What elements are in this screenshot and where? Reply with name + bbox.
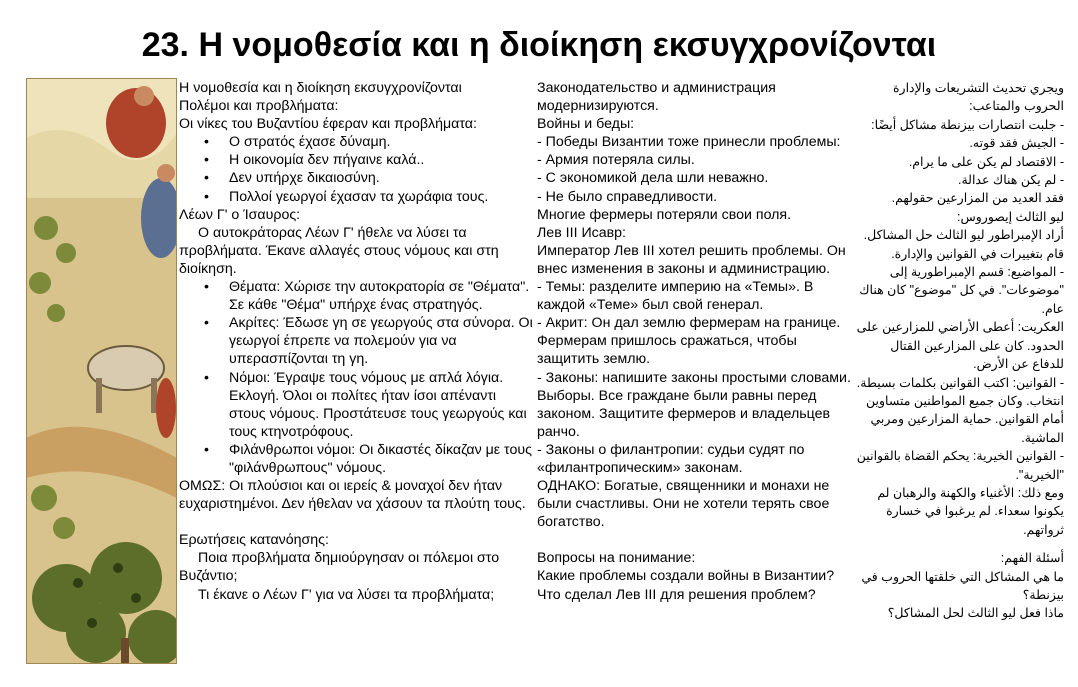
- greek-reform-item: • Ακρίτες: Έδωσε γη σε γεωργούς στα σύνορα. Οι γεωργοί έπρεπε να πολεμούν για να υπερασπίζονται τη γη.: [204, 315, 533, 368]
- arabic-question: ما هي المشاكل التي خلقتها الحروب في بيزنطة؟: [861, 569, 1064, 602]
- greek-problem-item: • Η οικονομία δεν πήγαινε καλά..: [204, 152, 425, 169]
- greek-problem-item: • Πολλοί γεωργοί έχασαν τα χωράφια τους.: [204, 188, 489, 205]
- greek-leo-text: Ο αυτοκράτορας Λέων Γ' ήθελε να λύσει τα προβλήματα. Έκανε αλλαγές στους νόμους και στη διοίκηση.: [179, 224, 499, 277]
- arabic-line: ويجري تحديث التشريعات والإدارة: [893, 81, 1064, 95]
- russian-line: - С экономикой дела шли неважно.: [537, 170, 769, 187]
- russian-line: ОДНАКО: Богатые, священники и монахи не были счастливы. Они не хотели терять свое богатство.: [537, 478, 830, 531]
- page-title: 23. Η νομοθεσία και η διοίκηση εκσυγχρονίζονται: [141, 26, 937, 64]
- russian-line: - Не было справедливости.: [537, 188, 718, 205]
- russian-line: - Законы о филантропии: судьи судят по «филантропическим» законам.: [537, 441, 805, 476]
- arabic-line: ليو الثالث إيصوروس:: [957, 209, 1064, 224]
- russian-question: Какие проблемы создали войны в Византии?: [537, 568, 835, 585]
- arabic-line: العكريت: أعطى الأراضي للمزارعين على الحدود. كان على المزارعين القتال للدفاع عن الأرض.: [856, 320, 1064, 372]
- arabic-line: - جلبت انتصارات بيزنطة مشاكل أيضًا:: [871, 117, 1064, 132]
- russian-line: - Законы: напишите законы простыми словами. Выборы. Все граждане были равны перед законом. Защитите фермеров и владельцев ранчо.: [537, 369, 851, 440]
- greek-reform-item: • Θέματα: Χώρισε την αυτοκρατορία σε "Θέματα". Σε κάθε "Θέμα" υπήρχε ένας στρατηγός.: [204, 279, 530, 314]
- russian-line: - Армия потеряла силы.: [537, 152, 695, 169]
- byzantine-fresco-image: [26, 78, 177, 664]
- greek-question: Ποια προβλήματα δημιούργησαν οι πόλεμοι στο Βυζάντιο;: [179, 550, 500, 585]
- greek-problem-item: • Δεν υπήρχε δικαιοσύνη.: [204, 170, 380, 187]
- arabic-line: - المواضيع: قسم الإمبراطورية إلى "موضوعات". في كل "موضوع" كان هناك عام.: [859, 265, 1064, 316]
- arabic-column: [856, 79, 1064, 623]
- arabic-line: - القوانين الخيرية: يحكم القضاة بالقوانين "الخيرية".: [856, 449, 1064, 482]
- greek-line: Πολέμοι και προβλήματα:: [179, 98, 339, 115]
- russian-line: Лев III Исавр:: [537, 224, 626, 241]
- arabic-questions-heading: أسئلة الفهم:: [1000, 551, 1064, 566]
- greek-line: Η νομοθεσία και η διοίκηση εκσυγχρονίζονται: [179, 80, 462, 96]
- arabic-line: قام بتغييرات في القوانين والإدارة.: [891, 246, 1064, 261]
- russian-line: - Победы Византии тоже принесли проблемы:: [537, 134, 841, 151]
- greek-column: [179, 79, 534, 604]
- arabic-line: ومع ذلك: الأغنياء والكهنة والرهبان لم يكونوا سعداء. لم يرغبوا في خسارة ثرواتهم.: [877, 485, 1064, 537]
- russian-column: [537, 79, 853, 604]
- russian-line: - Акрит: Он дал землю фермерам на границе. Фермерам пришлось сражаться, чтобы защитить землю.: [537, 315, 841, 368]
- russian-line: Император Лев III хотел решить проблемы. Он внес изменения в законы и администрацию.: [537, 242, 846, 277]
- greek-reform-item: • Φιλάνθρωποι νόμοι: Οι δικαστές δίκαζαν με τους "φιλάνθρωπους" νόμους.: [204, 441, 532, 476]
- greek-questions-heading: Ερωτήσεις κατανόησης:: [179, 532, 329, 549]
- arabic-line: - القوانين: اكتب القوانين بكلمات بسيطة. انتخاب. وكان جميع المواطنين متساوين أمام القوانين. حماية المزارعين ومربي الماشية.: [856, 375, 1064, 445]
- russian-questions-heading: Вопросы на понимание:: [537, 550, 696, 567]
- russian-line: Многие фермеры потеряли свои поля.: [537, 206, 792, 223]
- greek-leo-heading: Λέων Γ' ο Ίσαυρος:: [179, 206, 301, 223]
- greek-problem-item: • Ο στρατός έχασε δύναμη.: [204, 134, 391, 151]
- greek-question: Τι έκανε ο Λέων Γ' για να λύσει τα προβλήματα;: [198, 586, 495, 603]
- arabic-line: الحروب والمتاعب:: [969, 99, 1064, 114]
- greek-however: ΟΜΩΣ: Οι πλούσιοι και οι ιερείς & μοναχοί δεν ήταν ευχαριστημένοι. Δεν ήθελαν να χάσουν τα πλούτη τους.: [179, 478, 526, 513]
- arabic-line: - الاقتصاد لم يكن على ما يرام.: [908, 154, 1064, 169]
- arabic-line: فقد العديد من المزارعين حقولهم.: [891, 191, 1064, 206]
- greek-line: Οι νίκες του Βυζαντίου έφεραν και προβλήματα:: [179, 116, 477, 133]
- russian-question: Что сделал Лев III для решения проблем?: [537, 586, 816, 603]
- russian-line: Законодательство и администрация модернизируются.: [537, 80, 776, 115]
- russian-line: - Темы: разделите империю на «Темы». В каждой «Теме» был свой генерал.: [537, 279, 814, 314]
- russian-line: Войны и беды:: [537, 116, 635, 133]
- arabic-line: - الجيش فقد قوته.: [969, 136, 1064, 151]
- arabic-question: ماذا فعل ليو الثالث لحل المشاكل؟: [887, 606, 1064, 621]
- arabic-line: أراد الإمبراطور ليو الثالث حل المشاكل.: [863, 228, 1064, 243]
- greek-reform-item: • Νόμοι: Έγραψε τους νόμους με απλά λόγια. Εκλογή. Όλοι οι πολίτες ήταν ίσοι απέναντι στους νόμους. Προστάτευσε τους γεωργούς και τους κτηνοτρόφους.: [204, 369, 527, 440]
- arabic-line: - لم يكن هناك عدالة.: [957, 173, 1064, 188]
